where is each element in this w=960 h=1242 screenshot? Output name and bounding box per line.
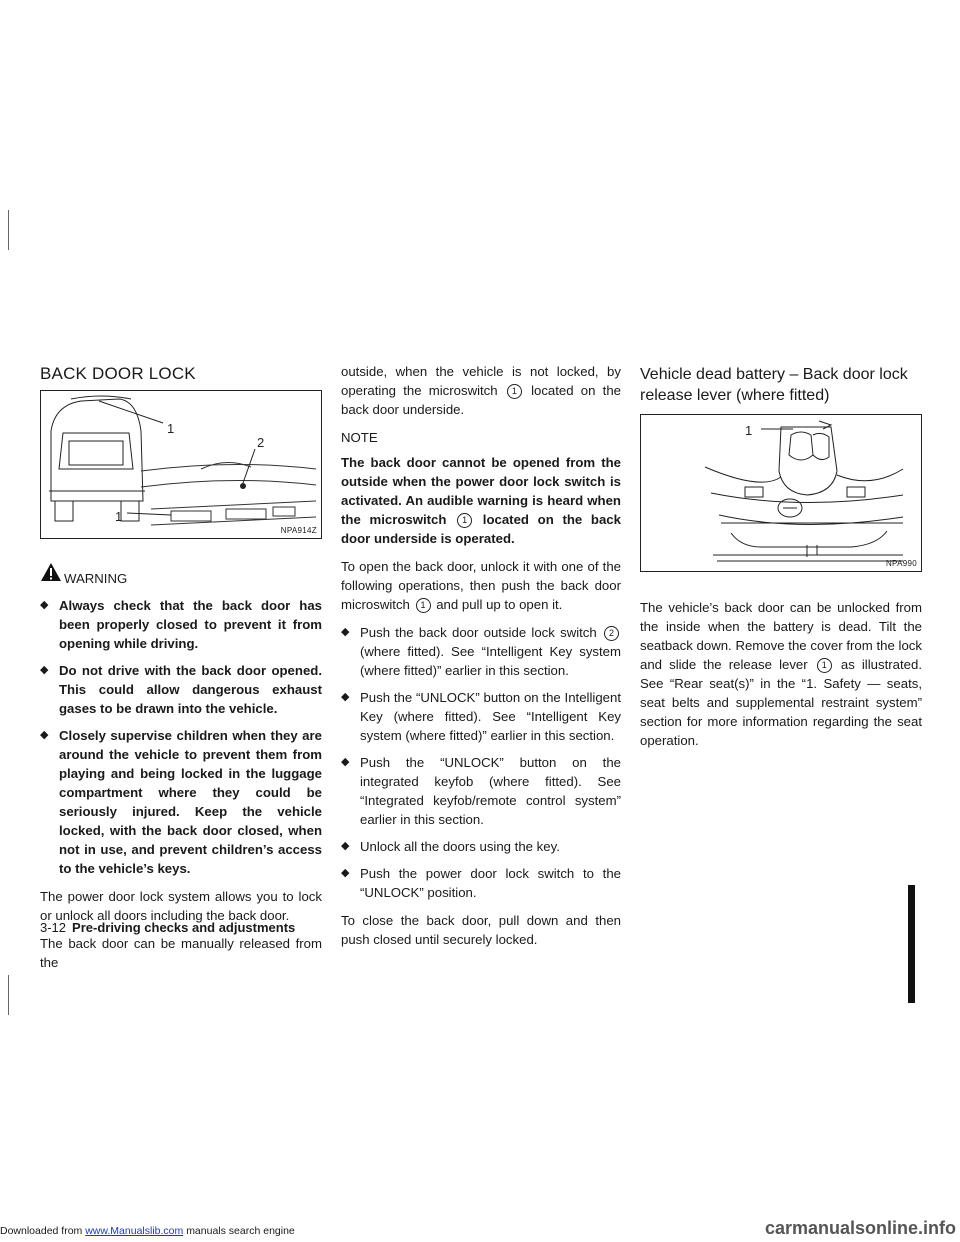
callout-circle: 2: [604, 626, 619, 641]
paragraph-open: To open the back door, unlock it with one of the following operations, then push the back door microswitch 1 and pull up to open it.: [341, 559, 621, 612]
note-label: NOTE: [341, 430, 378, 445]
open-methods-list: [341, 623, 621, 902]
release-lever-figure: [640, 414, 922, 572]
list-item: ◆ Push the “UNLOCK” button on the Intelligent Key (where fitted). See “Intelligent Key system (where fitted)” earlier in this section.: [341, 690, 621, 743]
warning-icon: [40, 562, 62, 582]
note-text: The back door cannot be opened from the outside when the power door lock switch is activated. An audible warning is heard when the microswitch 1 located on the back door underside is operated.: [341, 455, 621, 546]
paragraph-dead-battery: The vehicle’s back door can be unlocked from the inside when the battery is dead. Tilt the seatback down. Remove the cover from the lock and slide the release lever 1 as illustrated. See “Rear seat(s)” in the “1. Safety — seats, seat belts and supplemental restraint system” section for more information regarding the seat operation.: [640, 600, 922, 748]
bullet-icon: ◆: [341, 691, 350, 703]
bullet-icon: ◆: [40, 729, 49, 741]
watermark: carmanualsonline.info: [764, 1218, 956, 1238]
bullet-icon: ◆: [40, 599, 49, 611]
callout-circle: 1: [457, 513, 472, 528]
bullet-icon: ◆: [341, 756, 350, 768]
callout-1-top: 1: [167, 421, 175, 436]
subsection-title: Vehicle dead battery – Back door lock release lever (where fitted): [640, 366, 908, 404]
callout-circle: 1: [817, 658, 832, 673]
list-item: ◆ Push the power door lock switch to the “UNLOCK” position.: [341, 866, 621, 900]
paragraph-manual-release: The back door can be manually released from the: [40, 936, 322, 970]
warning-item: ◆ Always check that the back door has been properly closed to prevent it from opening while driving.: [40, 598, 322, 651]
callout-circle: 1: [416, 598, 431, 613]
page-number: 3-12: [40, 920, 67, 935]
paragraph-continued: outside, when the vehicle is not locked, by operating the microswitch 1 located on the back door underside.: [341, 364, 622, 417]
release-lever-illustration: [641, 415, 921, 571]
back-door-illustration: [41, 391, 321, 538]
figure-code: NPA990: [885, 559, 917, 568]
callout-circle: 1: [507, 384, 522, 399]
bullet-icon: ◆: [40, 664, 49, 676]
left-column-body: [40, 566, 322, 981]
section-title: BACK DOOR LOCK: [40, 364, 196, 383]
back-door-figure: [40, 390, 322, 539]
thumb-tab-mark: [908, 885, 915, 1003]
chapter-title: Pre-driving checks and adjustments: [72, 920, 296, 935]
page-footer: [40, 920, 295, 935]
callout-2: 2: [257, 435, 265, 450]
bullet-icon: ◆: [341, 867, 350, 879]
paragraph-power-lock: The power door lock system allows you to lock or unlock all doors including the back door.: [40, 889, 322, 923]
bullet-icon: ◆: [341, 626, 350, 638]
middle-column: [341, 362, 621, 958]
list-item: ◆ Unlock all the doors using the key.: [341, 839, 560, 854]
warning-label: WARNING: [64, 571, 128, 586]
warning-list: [40, 596, 322, 878]
right-column-body: [640, 598, 922, 759]
callout-1-bottom: 1: [115, 509, 123, 524]
figure-code: NPA914Z: [280, 526, 317, 535]
warning-heading: [40, 566, 322, 590]
crop-mark-top-left: [8, 210, 9, 250]
warning-item: ◆ Closely supervise children when they are around the vehicle to prevent them from playing and being locked in the luggage compartment where they could be seriously injured. Keep the vehicle locked, with the back door closed, when not in use, and prevent children’s access to the vehicle’s keys.: [40, 728, 322, 876]
right-column: [640, 364, 922, 406]
download-header: Downloaded from www.Manualslib.com manuals search engine: [0, 1225, 295, 1237]
callout-1: 1: [745, 423, 753, 438]
left-column: [40, 364, 322, 383]
list-item: ◆ Push the back door outside lock switch 2 (where fitted). See “Intelligent Key system (where fitted)” earlier in this section.: [341, 625, 621, 678]
crop-mark-bottom-left: [8, 975, 9, 1015]
list-item: ◆ Push the “UNLOCK” button on the integrated keyfob (where fitted). See “Integrated keyfob/remote control system” earlier in this section.: [341, 755, 621, 827]
manualslib-link[interactable]: www.Manualslib.com: [85, 1225, 184, 1237]
paragraph-close: To close the back door, pull down and then push closed until securely locked.: [341, 913, 621, 947]
warning-item: ◆ Do not drive with the back door opened. This could allow dangerous exhaust gases to be drawn into the vehicle.: [40, 663, 322, 716]
bullet-icon: ◆: [341, 840, 350, 852]
